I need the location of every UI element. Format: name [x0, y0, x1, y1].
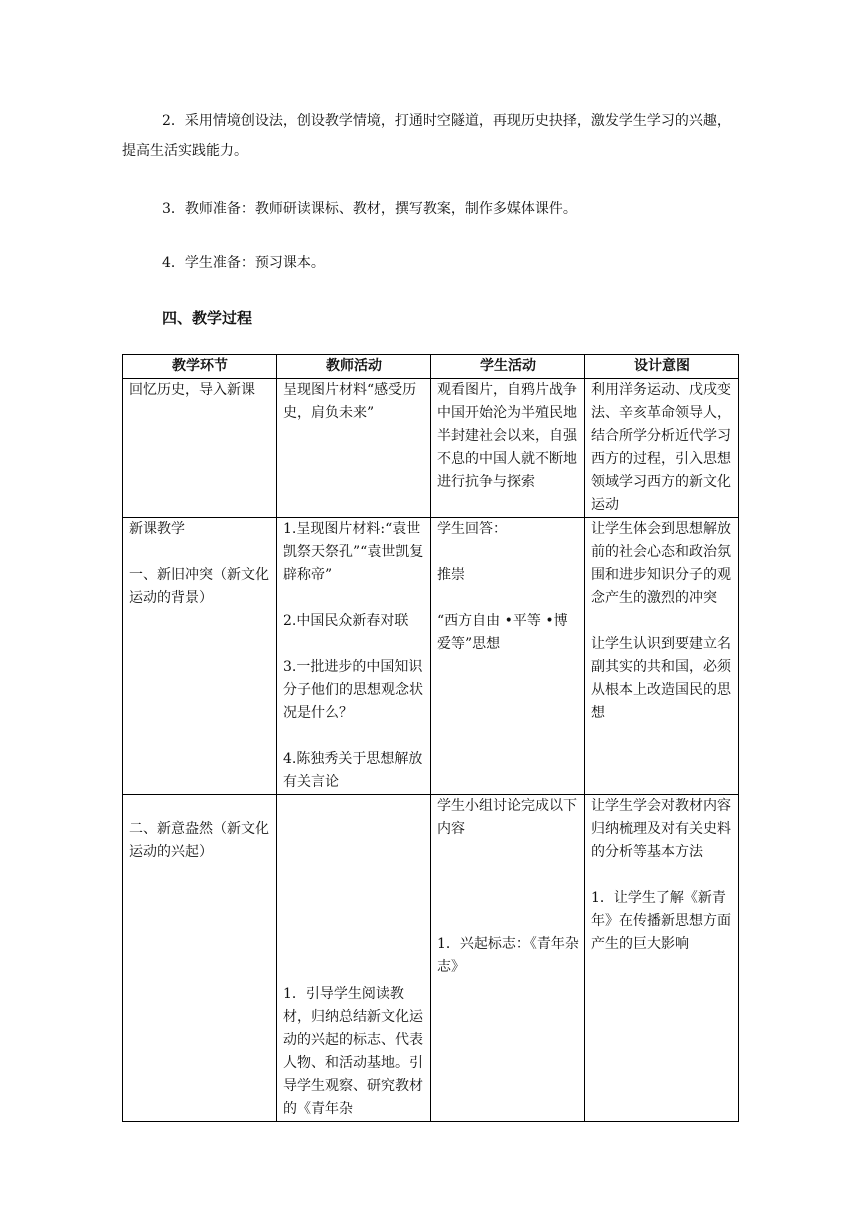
teacher-item-2: 2.中国民众新春对联 — [283, 613, 409, 629]
intent-method: 让学生学会对教材内容归纳梳理及对有关史料的分析等基本方法 — [591, 798, 731, 860]
cell-intent: 利用洋务运动、戊戌变法、辛亥革命领导人，结合所学分析近代学习西方的过程，引入思想领域学习西方的新文化运动 — [585, 379, 739, 518]
stage-new-lesson: 新课教学 — [129, 521, 185, 537]
cell-stage: 回忆历史，导入新课 — [123, 379, 277, 518]
cell-student: 观看图片，自鸦片战争中国开始沦为半殖民地半封建社会以来，自强不息的中国人就不断地进行抗争与探索 — [431, 379, 585, 518]
table-header-row — [123, 355, 739, 379]
student-item-2: 推崇 — [437, 567, 465, 583]
intent-new-youth: 1．让学生了解《新青年》在传播新思想方面产生的巨大影响 — [591, 890, 731, 952]
intent-item-1: 让学生体会到思想解放前的社会心态和政治氛围和进步知识分子的观念产生的激烈的冲突 — [591, 521, 731, 606]
teacher-item-3: 3.一批进步的中国知识分子他们的思想观念状况是什么？ — [283, 659, 423, 721]
cell-teacher — [277, 518, 431, 795]
header-student-activity: 学生活动 — [431, 355, 585, 379]
section-heading: 四、教学过程 — [162, 309, 253, 327]
header-teacher-activity: 教师活动 — [277, 355, 431, 379]
student-item-3: “西方自由 •平等 •博爱等”思想 — [437, 613, 568, 652]
cell-student — [431, 518, 585, 795]
teacher-item-4: 4.陈独秀关于思想解放有关言论 — [283, 751, 423, 790]
table-row — [123, 518, 739, 795]
teaching-process-table — [122, 354, 739, 1122]
header-stage: 教学环节 — [123, 355, 277, 379]
stage-rise: 二、新意盎然（新文化运动的兴起） — [129, 821, 269, 860]
cell-student — [431, 795, 585, 1122]
intent-item-2: 让学生认识到要建立名副其实的共和国，必须从根本上改造国民的思想 — [591, 636, 731, 721]
header-design-intent: 设计意图 — [585, 355, 739, 379]
student-discussion: 学生小组讨论完成以下内容 — [437, 798, 577, 837]
cell-intent — [585, 518, 739, 795]
cell-intent — [585, 795, 739, 1122]
paragraph-method: 2．采用情境创设法，创设教学情境，打通时空隧道，再现历史抉择，激发学生学习的兴趣，提高生活实践能力。 — [122, 113, 731, 159]
cell-stage — [123, 795, 277, 1122]
table-row — [123, 795, 739, 1122]
cell-stage — [123, 518, 277, 795]
teacher-item-1: 1.呈现图片材料:“袁世凯祭天祭孔”“袁世凯复辟称帝” — [283, 521, 424, 583]
paragraph-student-prep: 4．学生准备：预习课本。 — [162, 255, 325, 271]
table-row — [123, 379, 739, 518]
teacher-guidance: 1．引导学生阅读教材，归纳总结新文化运动的兴起的标志、代表人物、和活动基地。引导学生观察、研究教材的《青年杂 — [283, 986, 423, 1117]
student-item-1: 学生回答： — [437, 521, 507, 537]
student-rise-marker: 1．兴起标志：《青年杂志》 — [437, 936, 579, 975]
cell-teacher: 呈现图片材料“感受历史，肩负未来” — [277, 379, 431, 518]
paragraph-teacher-prep: 3．教师准备：教师研读课标、教材，撰写教案，制作多媒体课件。 — [162, 201, 577, 217]
stage-conflict: 一、新旧冲突（新文化运动的背景） — [129, 567, 269, 606]
cell-teacher — [277, 795, 431, 1122]
